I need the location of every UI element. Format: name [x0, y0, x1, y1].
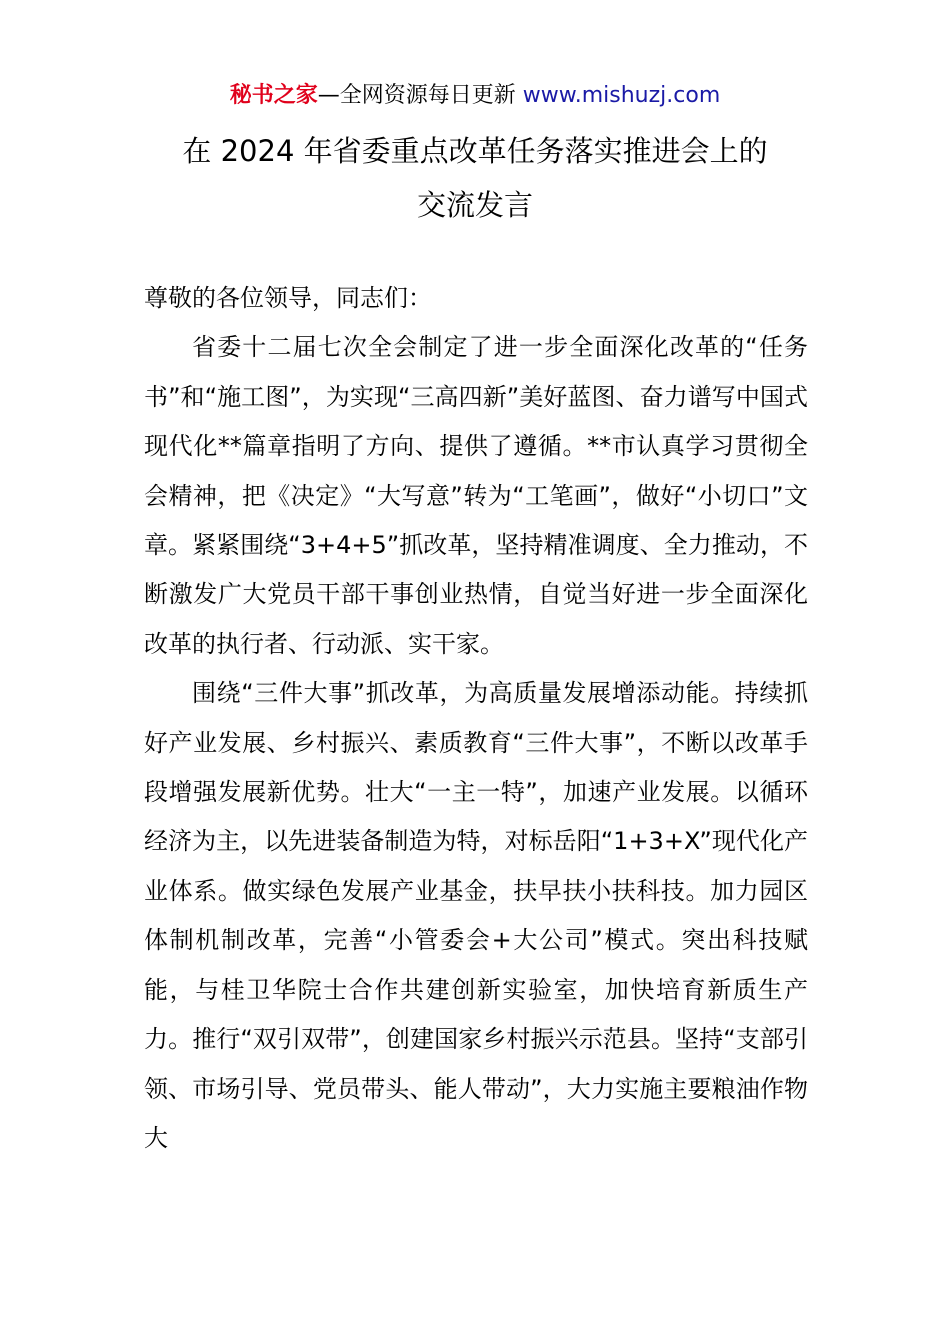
title-line-2: 交流发言 [416, 188, 533, 222]
paragraph-1: 省委十二届七次全会制定了进一步全面深化改革的“任务书”和“施工图”，为实现“三高四新”美好蓝图、奋力谱写中国式现代化**篇章指明了方向、提供了遵循。**市认真学习贯彻全会精神，把《决定》“大写意”转为“工笔画”，做好“小切口”文章。紧紧围绕“3+4+5”抓改革，坚持精准调度、全力推动，不断激发广大党员干部干事创业热情，自觉当好进一步全面深化改革的执行者、行动派、实干家。 [144, 333, 808, 658]
paragraph-2: 围绕“三件大事”抓改革，为高质量发展增添动能。持续抓好产业发展、乡村振兴、素质教育“三件大事”，不断以改革手段增强发展新优势。壮大“一主一特”，加速产业发展。以循环经济为主，以先进装备制造为特，对标岳阳“1+3+X”现代化产业体系。做实绿色发展产业基金，扶早扶小扶科技。加力园区体制机制改革，完善“小管委会+大公司”模式。突出科技赋能，与桂卫华院士合作共建创新实验室，加快培育新质生产力。推行“双引双带”，创建国家乡村振兴示范县。坚持“支部引领、市场引导、党员带头、能人带动”，大力实施主要粮油作物大 [144, 679, 808, 1152]
site-header [0, 80, 950, 112]
salutation: 尊敬的各位领导，同志们： [144, 284, 432, 312]
document-body [144, 274, 808, 1163]
site-url-link[interactable]: www.mishuzj.com [522, 83, 721, 108]
brand-name: 秘书之家 [229, 83, 318, 108]
title-line-1: 在 2024 年省委重点改革任务落实推进会上的 [182, 134, 768, 168]
site-tagline: —全网资源每日更新 [317, 83, 523, 108]
document-title [100, 124, 850, 232]
